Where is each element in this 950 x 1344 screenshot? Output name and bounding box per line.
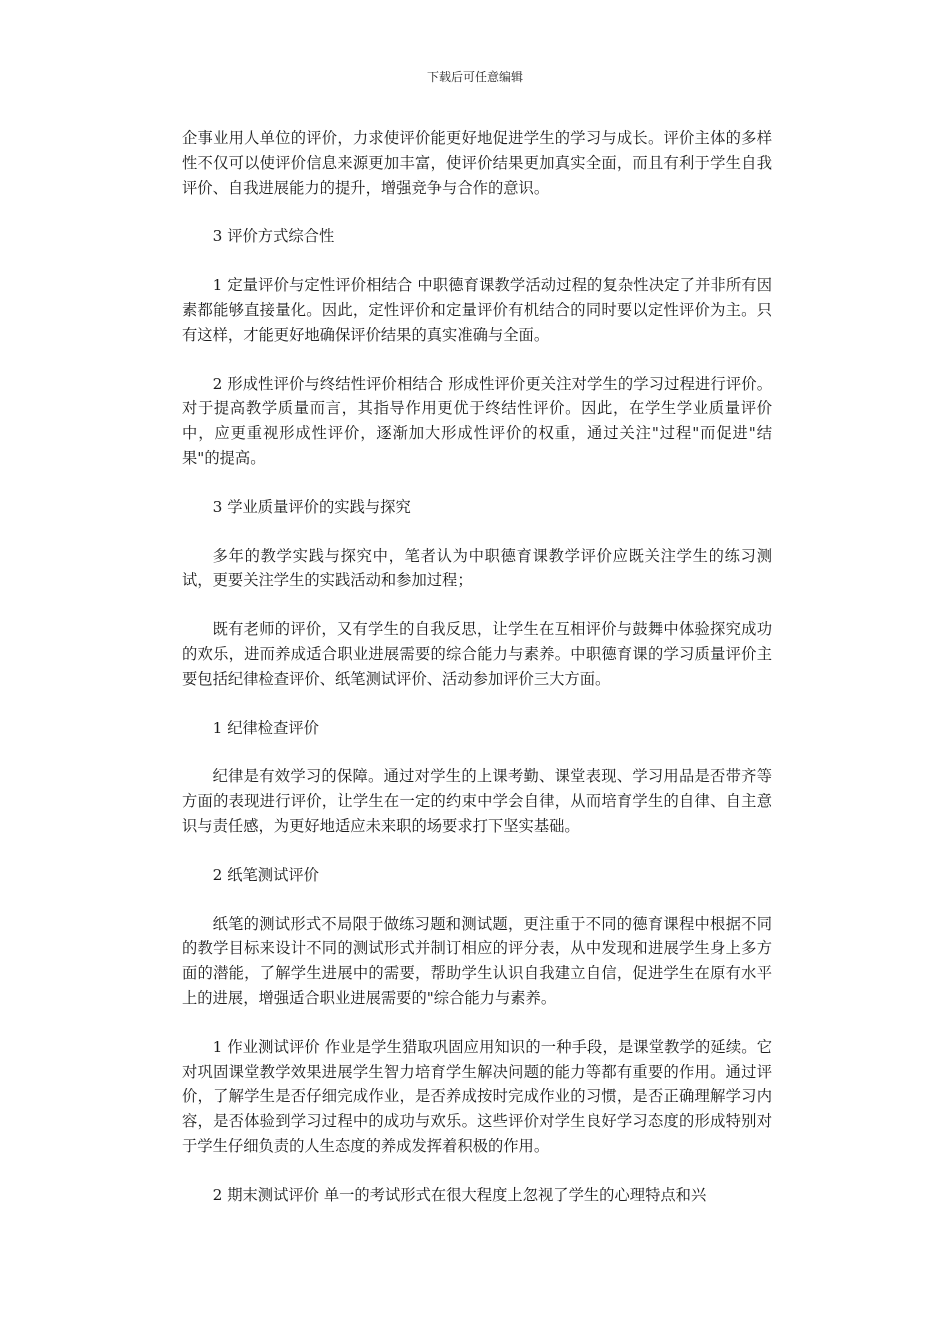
section-heading: 1 纪律检查评价 [212, 718, 319, 737]
section-heading: 2 纸笔测试评价 [212, 865, 319, 884]
section-heading: 3 学业质量评价的实践与探究 [212, 497, 411, 516]
paragraph: 企事业用人单位的评价，力求使评价能更好地促进学生的学习与成长。评价主体的多样性不仅可以使评价信息来源更加丰富，使评价结果更加真实全面，而且有利于学生自我评价、自我进展能力的提升，增强竞争与合作的意识。 [182, 129, 772, 197]
paragraph: 2 期末测试评价 单一的考试形式在很大程度上忽视了学生的心理特点和兴 [212, 1185, 707, 1204]
paragraph: 1 定量评价与定性评价相结合 中职德育课教学活动过程的复杂性决定了并非所有因素都能够直接量化。因此，定性评价和定量评价有机结合的同时要以定性评价为主。只有这样，才能更好地确保评价结果的真实准确与全面。 [182, 276, 772, 344]
document-body [182, 126, 772, 1232]
paragraph: 2 形成性评价与终结性评价相结合 形成性评价更关注对学生的学习过程进行评价。对于提高教学质量而言，其指导作用更优于终结性评价。因此，在学生学业质量评价中，应更重视形成性评价，逐渐加大形成性评价的权重，通过关注"过程"而促进"结果"的提高。 [182, 374, 772, 467]
paragraph: 纪律是有效学习的保障。通过对学生的上课考勤、课堂表现、学习用品是否带齐等方面的表现进行评价，让学生在一定的约束中学会自律，从而培育学生的自律、自主意识与责任感，为更好地适应未来职的场要求打下坚实基础。 [182, 767, 772, 835]
paragraph: 多年的教学实践与探究中，笔者认为中职德育课教学评价应既关注学生的练习测试，更要关注学生的实践活动和参加过程； [182, 546, 772, 590]
paragraph: 既有老师的评价，又有学生的自我反思，让学生在互相评价与鼓舞中体验探究成功的欢乐，进而养成适合职业进展需要的综合能力与素养。中职德育课的学习质量评价主要包括纪律检查评价、纸笔测试评价、活动参加评价三大方面。 [182, 620, 772, 688]
section-heading: 3 评价方式综合性 [212, 227, 335, 246]
paragraph: 纸笔的测试形式不局限于做练习题和测试题，更注重于不同的德育课程中根据不同的教学目标来设计不同的测试形式并制订相应的评分表，从中发现和进展学生身上多方面的潜能，了解学生进展中的需要，帮助学生认识自我建立自信，促进学生在原有水平上的进展，增强适合职业进展需要的"综合能力与素养。 [182, 914, 772, 1007]
paragraph: 1 作业测试评价 作业是学生猎取巩固应用知识的一种手段，是课堂教学的延续。它对巩固课堂教学效果进展学生智力培育学生解决问题的能力等都有重要的作用。通过评价，了解学生是否仔细完成作业，是否养成按时完成作业的习惯，是否正确理解学习内容，是否体验到学习过程中的成功与欢乐。这些评价对学生良好学习态度的形成特别对于学生仔细负责的人生态度的养成发挥着积极的作用。 [182, 1037, 772, 1155]
page-header: 下载后可任意编辑 [426, 70, 523, 84]
